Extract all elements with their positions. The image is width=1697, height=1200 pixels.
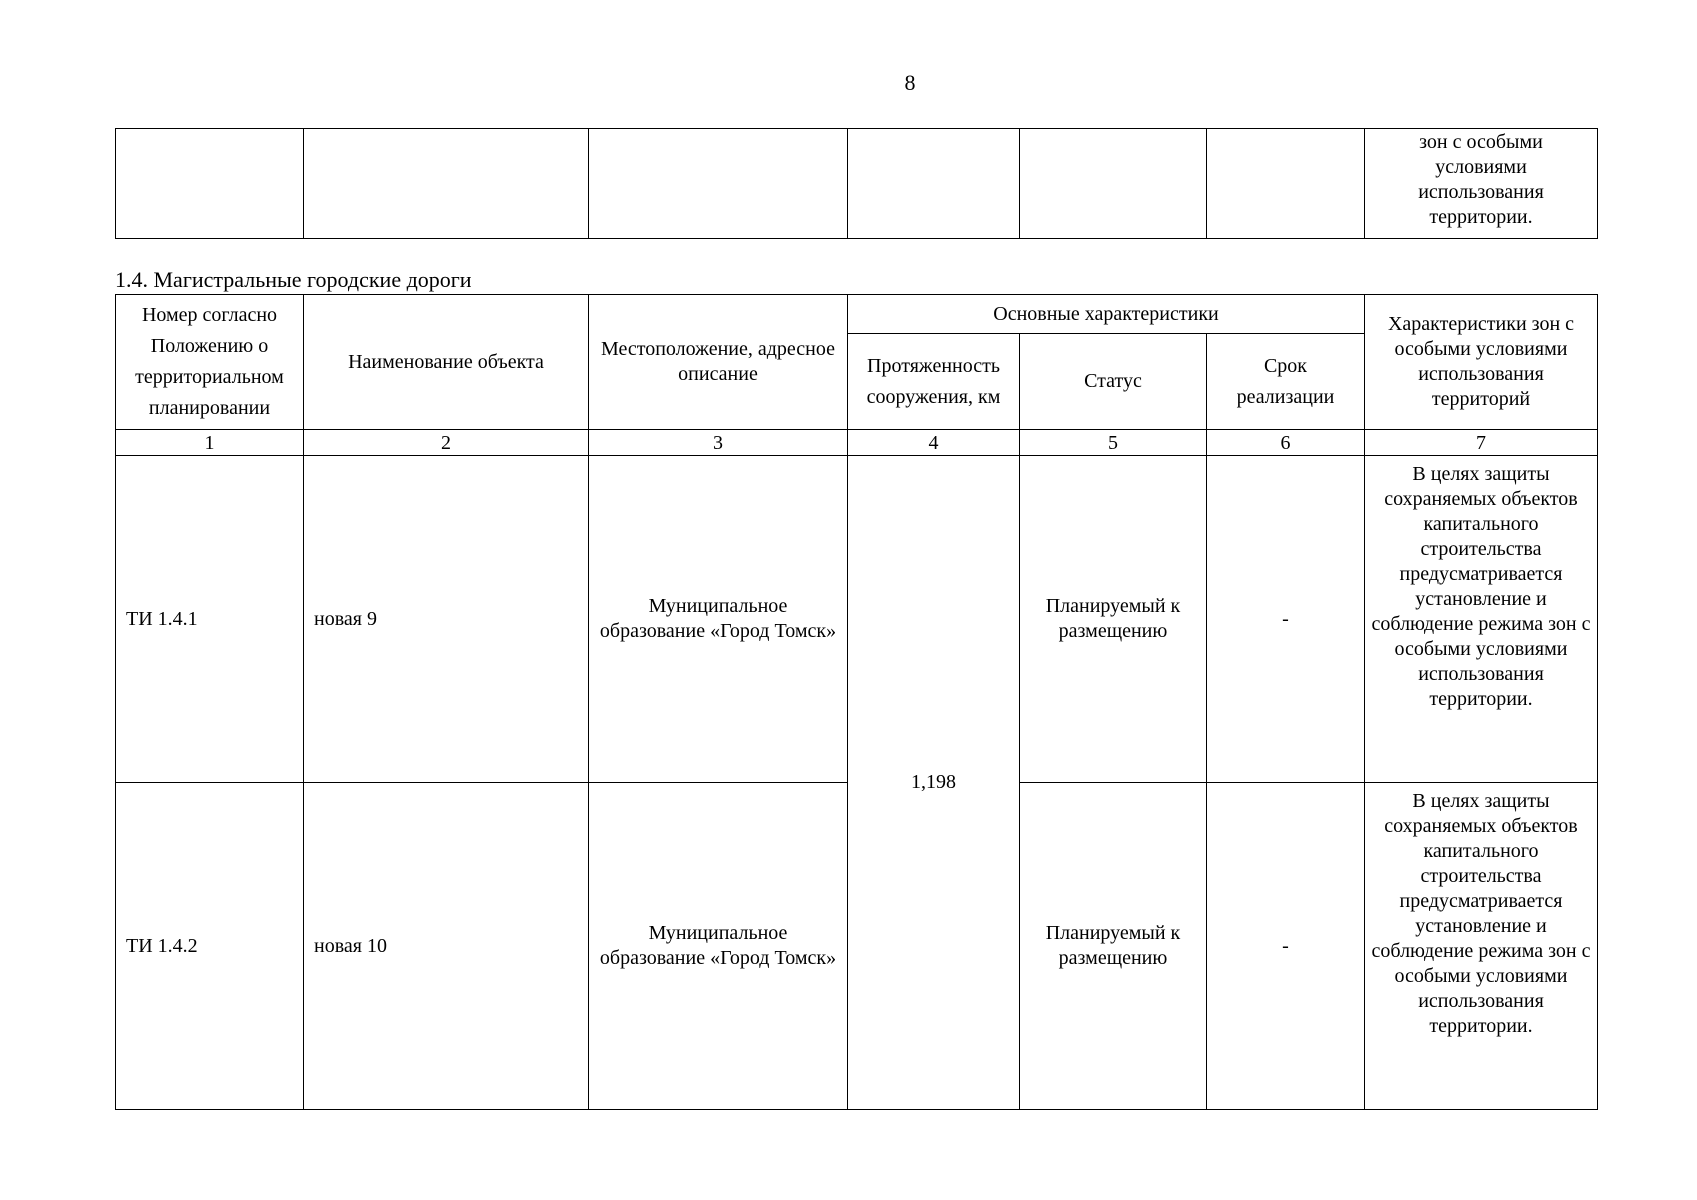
row-number: ТИ 1.4.1: [116, 456, 304, 783]
row-term: -: [1207, 783, 1365, 1110]
column-number: 5: [1020, 430, 1207, 456]
column-number: 3: [589, 430, 848, 456]
continuation-table: [115, 128, 1598, 239]
continuation-cell: [116, 129, 304, 239]
continuation-cell: [1020, 129, 1207, 239]
header-term: Срок реализации: [1207, 334, 1365, 430]
row-zones: В целях защиты сохраняемых объектов капитального строительства предусматривается установление и соблюдение режима зон с особыми условиями использования территории.: [1365, 456, 1598, 783]
row-name: новая 9: [304, 456, 589, 783]
row-term: -: [1207, 456, 1365, 783]
header-location: Местоположение, адресное описание: [589, 295, 848, 430]
header-main-characteristics: Основные характеристики: [848, 295, 1365, 334]
continuation-row: [116, 129, 1598, 239]
row-status: Планируемый к размещению: [1020, 456, 1207, 783]
row-length-merged: 1,198: [848, 456, 1020, 1110]
row-zones: В целях защиты сохраняемых объектов капитального строительства предусматривается установление и соблюдение режима зон с особыми условиями использования территории.: [1365, 783, 1598, 1110]
row-location: Муниципальное образование «Город Томск»: [589, 783, 848, 1110]
continuation-cell: [848, 129, 1020, 239]
column-number: 4: [848, 430, 1020, 456]
main-roads-table: [115, 294, 1598, 1110]
row-location: Муниципальное образование «Город Томск»: [589, 456, 848, 783]
section-title: 1.4. Магистральные городские дороги: [115, 267, 472, 292]
row-status: Планируемый к размещению: [1020, 783, 1207, 1110]
header-zones: Характеристики зон с особыми условиями использования территорий: [1365, 295, 1598, 430]
column-number: 1: [116, 430, 304, 456]
row-name: новая 10: [304, 783, 589, 1110]
column-number: 6: [1207, 430, 1365, 456]
header-number: Номер согласно Положению о территориальном планировании: [116, 295, 304, 430]
page-number: 8: [904, 70, 916, 95]
header-length: Протяженность сооружения, км: [848, 334, 1020, 430]
column-number: 2: [304, 430, 589, 456]
header-name: Наименование объекта: [304, 295, 589, 430]
column-number: 7: [1365, 430, 1598, 456]
header-row-1: [116, 295, 1598, 334]
table-row: [116, 456, 1598, 783]
row-number: ТИ 1.4.2: [116, 783, 304, 1110]
column-numbers-row: [116, 430, 1598, 456]
header-status: Статус: [1020, 334, 1207, 430]
continuation-cell: [304, 129, 589, 239]
continuation-zones-cell: зон с особыми условиями использования территории.: [1365, 129, 1598, 239]
continuation-cell: [589, 129, 848, 239]
continuation-cell: [1207, 129, 1365, 239]
